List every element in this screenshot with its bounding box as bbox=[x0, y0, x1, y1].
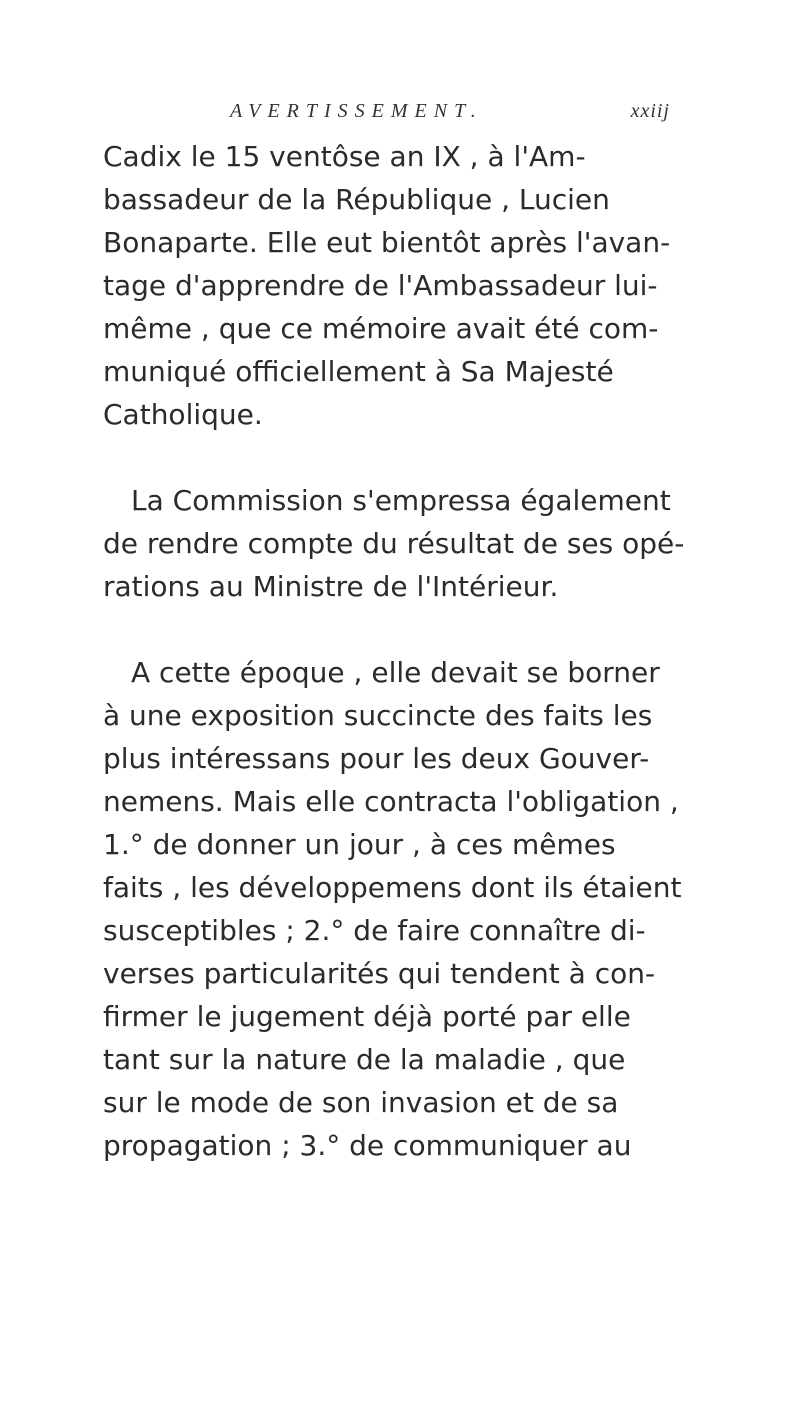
body-text bbox=[103, 135, 683, 1167]
text-line: même , que ce mémoire avait été com- bbox=[103, 312, 659, 345]
text-line: muniqué officiellement à Sa Majesté bbox=[103, 355, 614, 388]
text-line: sur le mode de son invasion et de sa bbox=[103, 1086, 619, 1119]
text-line: susceptibles ; 2.° de faire connaître di- bbox=[103, 914, 646, 947]
text-line: Catholique. bbox=[103, 398, 263, 431]
page-number: xxiij bbox=[630, 100, 670, 122]
paragraph-gap bbox=[103, 436, 683, 479]
text-line: faits , les développemens dont ils étaient bbox=[103, 871, 682, 904]
running-head bbox=[230, 96, 670, 136]
text-line: firmer le jugement déjà porté par elle bbox=[103, 1000, 631, 1033]
text-line: A cette époque , elle devait se borner bbox=[131, 656, 660, 689]
text-line: rations au Ministre de l'Intérieur. bbox=[103, 570, 559, 603]
text-line: bassadeur de la République , Lucien bbox=[103, 183, 610, 216]
paragraph-gap bbox=[103, 608, 683, 651]
text-line: Bonaparte. Elle eut bientôt après l'avan- bbox=[103, 226, 671, 259]
text-line: nemens. Mais elle contracta l'obligation , bbox=[103, 785, 679, 818]
text-line: 1.° de donner un jour , à ces mêmes bbox=[103, 828, 616, 861]
text-line: propagation ; 3.° de communiquer au bbox=[103, 1129, 632, 1162]
text-line: verses particularités qui tendent à con- bbox=[103, 957, 656, 990]
text-line: à une exposition succincte des faits les bbox=[103, 699, 653, 732]
running-title: AVERTISSEMENT. bbox=[230, 100, 483, 122]
text-line: de rendre compte du résultat de ses opé- bbox=[103, 527, 685, 560]
text-line: tant sur la nature de la maladie , que bbox=[103, 1043, 626, 1076]
text-line: La Commission s'empressa également bbox=[131, 484, 671, 517]
text-line: plus intéressans pour les deux Gouver- bbox=[103, 742, 650, 775]
text-line: tage d'apprendre de l'Ambassadeur lui- bbox=[103, 269, 658, 302]
text-line: Cadix le 15 ventôse an IX , à l'Am- bbox=[103, 140, 586, 173]
